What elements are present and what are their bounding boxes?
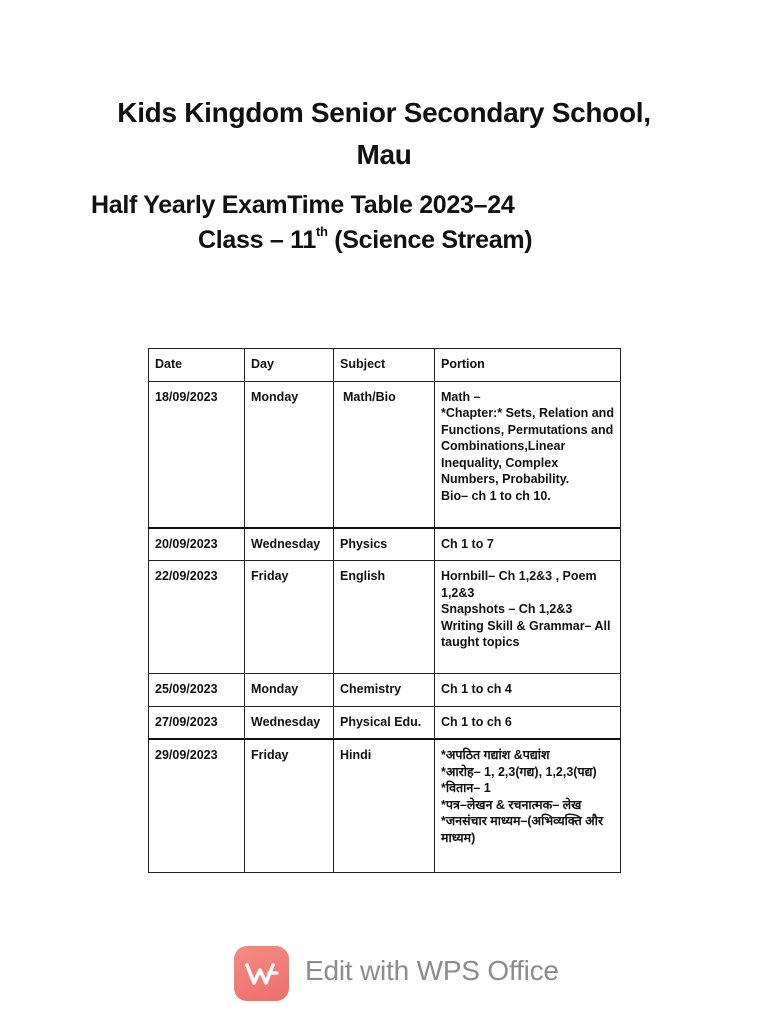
portion-line: Ch 1 to ch 4 [441, 682, 512, 696]
day-cell: Wednesday [245, 706, 334, 739]
wps-w-mark-icon [245, 961, 279, 987]
table-row [149, 706, 621, 739]
table-row [149, 674, 621, 707]
table-row [149, 528, 621, 561]
day-cell: Friday [245, 739, 334, 873]
portion-cell [435, 528, 621, 561]
portion-line: Hornbill– Ch 1,2&3 , Poem 1,2&3 [441, 569, 597, 600]
subject-cell: Chemistry [334, 674, 435, 707]
table-header-row [149, 349, 621, 382]
edit-with-wps-link[interactable]: Edit with WPS Office [305, 955, 559, 986]
portion-line: *वितान– 1 [441, 781, 491, 795]
school-name-line2: Mau [356, 139, 412, 170]
portion-line: Writing Skill & Grammar– All taught topics [441, 618, 611, 649]
column-header-portion: Portion [435, 349, 621, 382]
portion-line: *पत्र–लेखन & रचनात्मक– लेख [441, 797, 582, 812]
portion-line: *Chapter:* Sets, Relation and Functions, Permutations and Combinations,Linear Inequality, Complex Numbers, Probability. [441, 406, 614, 486]
date-cell: 29/09/2023 [149, 739, 245, 873]
day-cell: Wednesday [245, 528, 334, 561]
day-cell: Monday [245, 674, 334, 707]
portion-cell [435, 739, 621, 873]
exam-title: Half Yearly ExamTime Table 2023–24 [91, 191, 515, 219]
table-row [149, 561, 621, 674]
portion-line: *जनसंचार माध्यम–(अभिव्यक्ति और माध्यम) [441, 814, 604, 845]
subject-text: Math/Bio [343, 389, 396, 404]
column-header-date: Date [149, 349, 245, 382]
portion-line: Ch 1 to ch 6 [441, 714, 512, 729]
table-row [149, 381, 621, 528]
portion-line: *आरोह– 1, 2,3(गद्य), 1,2,3(पद्य) [441, 764, 597, 779]
date-cell: 27/09/2023 [149, 706, 245, 739]
portion-cell [435, 381, 621, 528]
portion-line: Bio– ch 1 to ch 10. [441, 488, 551, 503]
subject-cell: English [334, 561, 435, 674]
column-header-day: Day [245, 349, 334, 382]
class-prefix: Class – 11 [198, 226, 316, 254]
school-name-line1: Kids Kingdom Senior Secondary School, [117, 97, 651, 128]
column-header-subject: Subject [334, 349, 435, 382]
portion-cell [435, 706, 621, 739]
subject-cell: Physics [334, 528, 435, 561]
subject-cell: Hindi [334, 739, 435, 873]
portion-cell [435, 674, 621, 707]
class-superscript: th [315, 223, 328, 239]
date-cell: 25/09/2023 [149, 674, 245, 707]
portion-line: Ch 1 to 7 [441, 536, 494, 551]
class-stream-heading [198, 223, 533, 255]
portion-cell [435, 561, 621, 674]
date-cell: 20/09/2023 [149, 528, 245, 561]
date-cell: 18/09/2023 [149, 381, 245, 528]
exam-timetable [148, 348, 621, 873]
subject-cell: Physical Edu. [334, 706, 435, 739]
day-cell: Friday [245, 561, 334, 674]
class-suffix: (Science Stream) [327, 226, 533, 254]
school-name [84, 92, 684, 176]
portion-line: Snapshots – Ch 1,2&3 [441, 602, 573, 616]
day-cell: Monday [245, 381, 334, 528]
portion-line: *अपठित गद्यांश &पद्यांश [441, 748, 550, 762]
wps-office-logo-icon[interactable] [234, 946, 289, 1001]
table-row [149, 739, 621, 873]
date-cell: 22/09/2023 [149, 561, 245, 674]
portion-line: Math – [441, 389, 481, 404]
subject-cell [334, 381, 435, 528]
